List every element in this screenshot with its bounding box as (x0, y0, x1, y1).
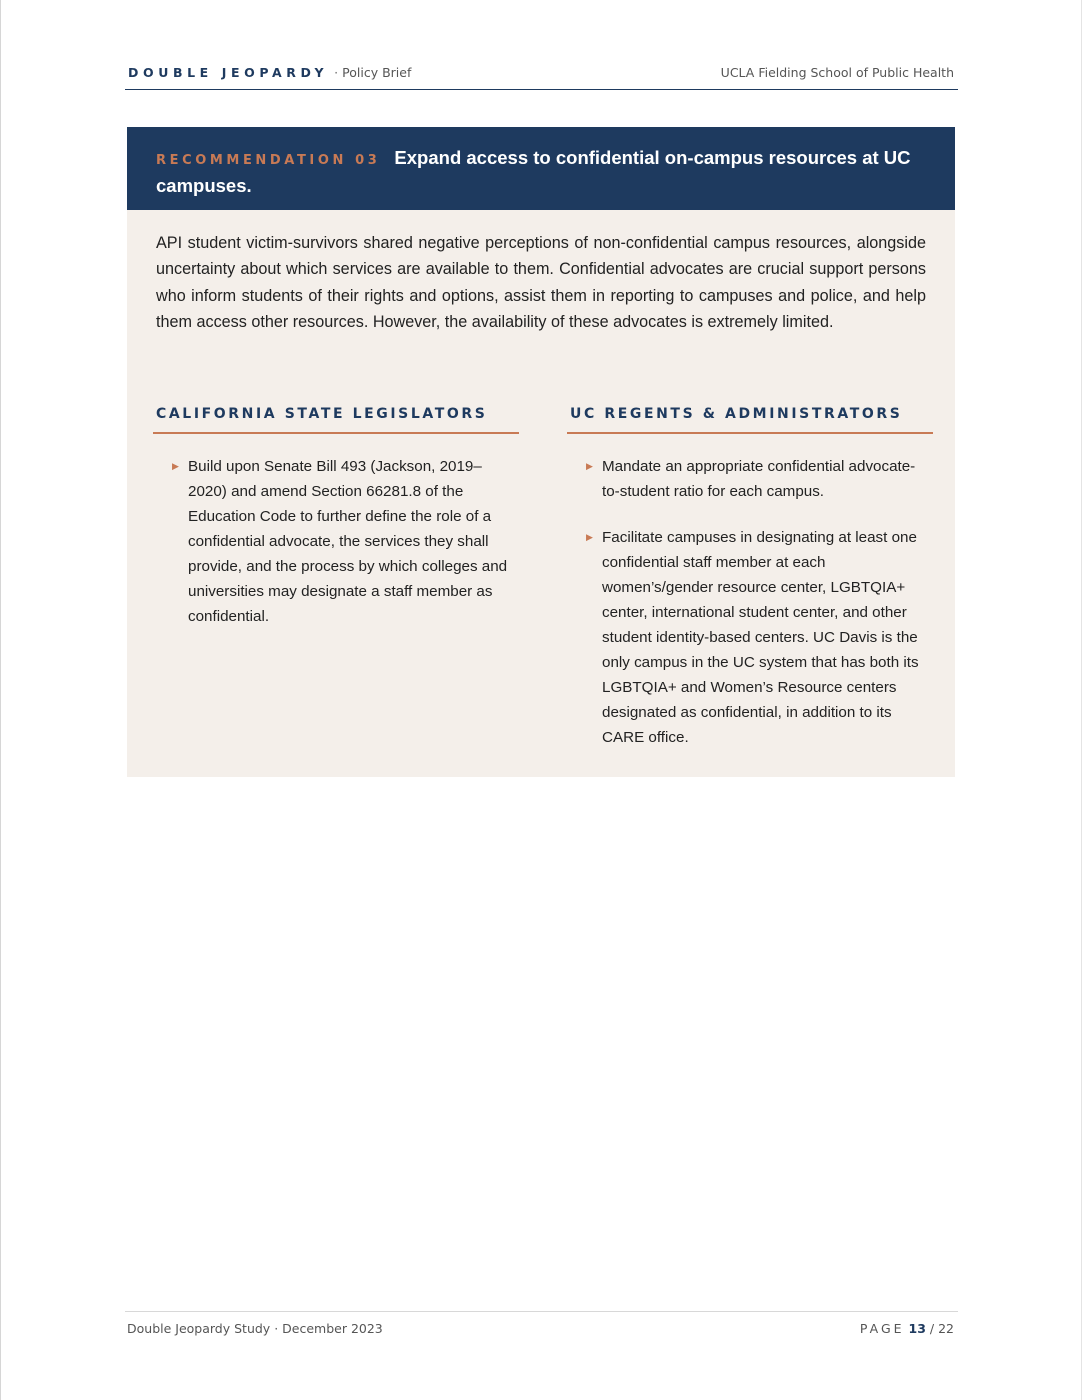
list-item (153, 454, 519, 629)
column-state-legislators (153, 403, 519, 629)
footer-date: December 2023 (282, 1321, 383, 1336)
footer-separator: · (274, 1321, 279, 1336)
page-label: PAGE (859, 1321, 905, 1336)
recommendation-header (127, 127, 955, 210)
list-item-text: Build upon Senate Bill 493 (Jackson, 2019–2020) and amend Section 66281.8 of the Education Code to further define the role of a confidential advocate, the services they shall provide, and the process by which colleges and universities may designate a staff member as confidential. (188, 458, 508, 625)
page-edge-left (0, 0, 1, 1400)
triangle-right-icon: ▶ (586, 532, 593, 542)
recommendation-intro: API student victim-survivors shared negative perceptions of non-confidential campus resources, alongside uncertainty about which services are available to them. Confidential advocates are crucial support persons who inform students of their rights and options, assist them in reporting to campuses and police, and help them access other resources. However, the availability of these advocates is extremely limited. (156, 234, 926, 332)
brand-title: DOUBLE JEOPARDY (128, 65, 329, 80)
footer-left (127, 1321, 383, 1336)
recommendation-title: Expand access to confidential on-campus resources at UC campuses. (156, 147, 911, 196)
column-uc-regents (567, 403, 933, 750)
page-current: 13 (908, 1321, 926, 1336)
column-heading: UC REGENTS & ADMINISTRATORS (567, 403, 933, 434)
page-number (860, 1321, 954, 1336)
header-separator: · (334, 65, 339, 80)
brand-subtitle: Policy Brief (342, 65, 412, 80)
footer-study: Double Jeopardy Study (127, 1321, 271, 1336)
list-item (567, 454, 933, 504)
recommendation-title-block (156, 145, 926, 198)
list-item-text: Mandate an appropriate confidential advocate-to-student ratio for each campus. (602, 458, 916, 500)
page-footer (125, 1311, 958, 1352)
page-header (125, 64, 958, 90)
institution-name: UCLA Fielding School of Public Health (720, 65, 954, 80)
list-item (567, 525, 933, 750)
action-list (567, 454, 933, 750)
triangle-right-icon: ▶ (586, 461, 593, 471)
list-item-text: Facilitate campuses in designating at least one confidential staff member at each women’s/gender resource center, LGBTQIA+ center, international student center, and other student identity-based centers. UC Davis is the only campus in the UC system that has both its LGBTQIA+ and Women’s Resource centers designated as confidential, in addition to its CARE office. (602, 529, 919, 746)
column-heading: CALIFORNIA STATE LEGISLATORS (153, 403, 519, 434)
recommendation-label: RECOMMENDATION 03 (156, 153, 381, 168)
triangle-right-icon: ▶ (172, 461, 179, 471)
recommendation-panel (127, 127, 955, 777)
action-list (153, 454, 519, 629)
page-total: / 22 (929, 1321, 954, 1336)
header-left (128, 65, 411, 80)
